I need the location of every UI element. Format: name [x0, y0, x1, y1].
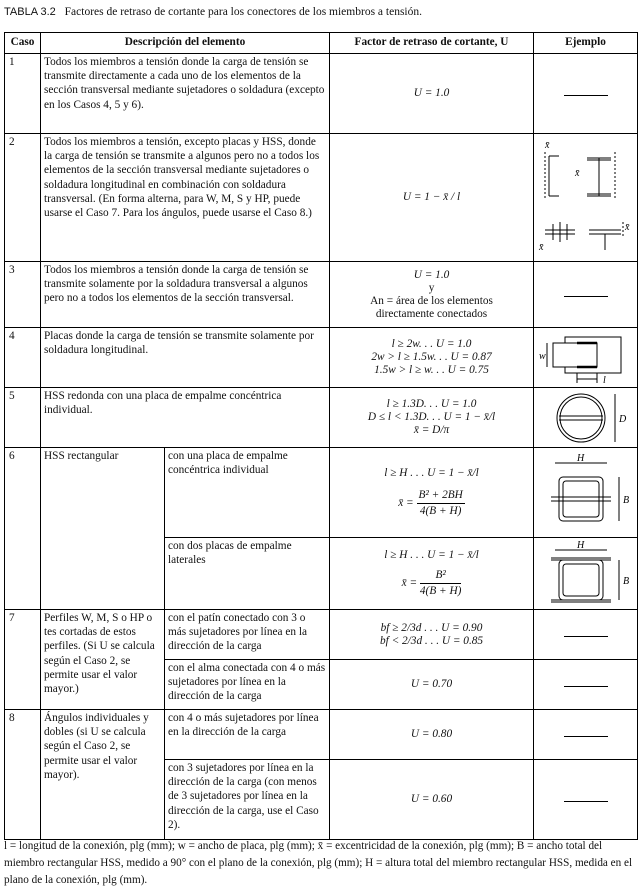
xbar-label: x̄	[575, 167, 580, 179]
B-label: B	[623, 494, 630, 506]
table-title: Factores de retraso de cortante para los conectores de los miembros a tensión.	[64, 6, 422, 18]
case-number: 1	[5, 54, 41, 134]
factor-line: bf < 2/3d . . . U = 0.85	[379, 634, 484, 647]
shear-lag-factor	[330, 388, 534, 448]
case-description: Todos los miembros a tensión donde la carga de tensión se transmite directamente a cada uno de los elementos de la sección transversal mediante sujetadores o soldadura (excepto en los Casos 4, 5 y 6).	[41, 54, 330, 134]
rect-hss-two-plates-diagram	[537, 540, 635, 608]
factor-line: l ≥ H . . . U = 1 − x̄/l	[384, 467, 479, 480]
shear-lag-factor	[330, 262, 534, 328]
header-descripcion: Descripción del elemento	[41, 33, 330, 54]
table-row	[5, 448, 638, 538]
case-number: 6	[5, 448, 41, 610]
example-dash	[534, 54, 638, 134]
plate-longitudinal-weld-diagram	[537, 331, 635, 385]
case-subdescription: con 4 o más sujetadores por línea en la dirección de la carga	[165, 710, 330, 760]
case-subdescription: con una placa de empalme concéntrica individual	[165, 448, 330, 538]
example-figure-case6b	[534, 538, 638, 610]
w-label: w	[539, 350, 546, 362]
factor-line: U = 1.0	[413, 268, 450, 281]
case-number: 7	[5, 610, 41, 710]
header-factor: Factor de retraso de cortante, U	[330, 33, 534, 54]
shear-lag-factor	[330, 448, 534, 538]
example-figure-case4	[534, 328, 638, 388]
formula-lhs: x̄ =	[398, 496, 414, 509]
table-row	[5, 134, 638, 262]
H-label: H	[577, 452, 585, 464]
factor-line: 1.5w > l ≥ w. . . U = 0.75	[374, 364, 489, 376]
H-label: H	[577, 539, 585, 551]
factor-line: y	[428, 281, 435, 294]
formula-lhs: x̄ =	[401, 576, 418, 589]
shear-lag-factor	[330, 328, 534, 388]
xbar-formula	[401, 569, 462, 597]
rect-hss-single-plate-diagram	[537, 451, 635, 535]
table-row	[5, 262, 638, 328]
table-caption	[4, 6, 422, 18]
l-label: l	[603, 374, 606, 385]
table-row	[5, 610, 638, 660]
shear-lag-factor: U = 0.70	[330, 660, 534, 710]
case-subdescription: con 3 sujetadores por línea en la dirección de la carga (con menos de 3 sujetadores por línea en la dirección de la carga, use el Caso 2).	[165, 760, 330, 840]
factor-line: D ≤ l < 1.3D. . . U = 1 − x̄/l	[367, 411, 496, 423]
formula-denominator: 4(B + H)	[419, 504, 462, 517]
example-figure-case5	[534, 388, 638, 448]
case-description: HSS rectangular	[41, 448, 165, 610]
shear-lag-factor: U = 1.0	[330, 54, 534, 134]
table-row	[5, 54, 638, 134]
table-number: TABLA 3.2	[4, 6, 56, 18]
example-dash	[534, 760, 638, 840]
factor-line: bf ≥ 2/3d . . . U = 0.90	[380, 621, 483, 634]
shear-lag-factor	[330, 610, 534, 660]
case-description: HSS redonda con una placa de empalme concéntrica individual.	[41, 388, 330, 448]
table-row	[5, 388, 638, 448]
case-subdescription: con el alma conectada con 4 o más sujetadores por línea en la dirección de la carga	[165, 660, 330, 710]
case-number: 3	[5, 262, 41, 328]
D-label: D	[619, 413, 627, 425]
header-ejemplo: Ejemplo	[534, 33, 638, 54]
shear-lag-factor: U = 0.80	[330, 710, 534, 760]
shear-lag-table	[4, 32, 638, 840]
case-subdescription: con el patín conectado con 3 o más sujetadores por línea en la dirección de la carga	[165, 610, 330, 660]
xbar-label: x̄	[539, 241, 544, 253]
table-row	[5, 328, 638, 388]
formula-denominator: 4(B + H)	[419, 584, 462, 597]
xbar-label: x̄	[545, 139, 550, 151]
case-subdescription: con dos placas de empalme laterales	[165, 538, 330, 610]
header-row	[5, 33, 638, 54]
case-number: 2	[5, 134, 41, 262]
example-figure-case2	[534, 134, 638, 262]
case-description: Perfiles W, M, S o HP o tes cortadas de estos perfiles. (Si U se calcula según el Caso 2, se permite usar el valor mayor.)	[41, 610, 165, 710]
case-description: Todos los miembros a tensión donde la carga de tensión se transmite solamente por la soldadura transversal a algunos pero no a todos los elementos de la sección transversal.	[41, 262, 330, 328]
example-dash	[534, 710, 638, 760]
shear-lag-factor: U = 0.60	[330, 760, 534, 840]
factor-line: directamente conectados	[375, 307, 488, 320]
table-row	[5, 710, 638, 760]
xbar-formula	[398, 489, 465, 517]
shear-lag-factor: U = 1 − x̄ / l	[330, 134, 534, 262]
factor-line: l ≥ 2w. . . U = 1.0	[391, 338, 472, 350]
wide-flange-tee-sections-diagram	[537, 138, 635, 258]
case-number: 4	[5, 328, 41, 388]
factor-line: An = área de los elementos	[370, 294, 493, 307]
factor-line: 2w > l ≥ 1.5w. . . U = 0.87	[371, 351, 492, 363]
B-label: B	[623, 575, 630, 587]
formula-numerator: B² + 2BH	[417, 488, 465, 503]
case-description: Ángulos individuales y dobles (si U se calcula según el Caso 2, se permite usar el valor mayor).	[41, 710, 165, 840]
example-figure-case6a	[534, 448, 638, 538]
shear-lag-factor	[330, 538, 534, 610]
formula-numerator: B²	[420, 568, 462, 583]
case-description: Todos los miembros a tensión, excepto placas y HSS, donde la carga de tensión se transmite a algunos pero no a todos los elementos de la sección transversal mediante sujetadores o soldadura longitudinal en combinación con soldadura transversal. (En forma alterna, para W, M, S y HP, puede usarse el Caso 7. Para los ángulos, puede usarse el Caso 8.)	[41, 134, 330, 262]
example-dash	[534, 660, 638, 710]
xbar-label: x̄	[625, 221, 630, 233]
factor-line: l ≥ H . . . U = 1 − x̄/l	[384, 549, 479, 562]
case-number: 8	[5, 710, 41, 840]
factor-line: x̄ = D/π	[413, 424, 450, 436]
round-hss-diagram	[537, 390, 635, 446]
case-number: 5	[5, 388, 41, 448]
example-dash	[534, 262, 638, 328]
case-description: Placas donde la carga de tensión se transmite solamente por soldadura longitudinal.	[41, 328, 330, 388]
factor-line: l ≥ 1.3D. . . U = 1.0	[386, 398, 477, 410]
header-caso: Caso	[5, 33, 41, 54]
table-footnote: l = longitud de la conexión, plg (mm); w = ancho de placa, plg (mm); x̄ = excentricidad de la conexión, plg (mm); B = ancho total del miembro rectangular HSS, medido a 90° con el plano de la conexión, plg (mm); H = altura total del miembro rectangular HSS, medida en el plano de la conexión, plg (mm).	[4, 840, 633, 886]
example-dash	[534, 610, 638, 660]
